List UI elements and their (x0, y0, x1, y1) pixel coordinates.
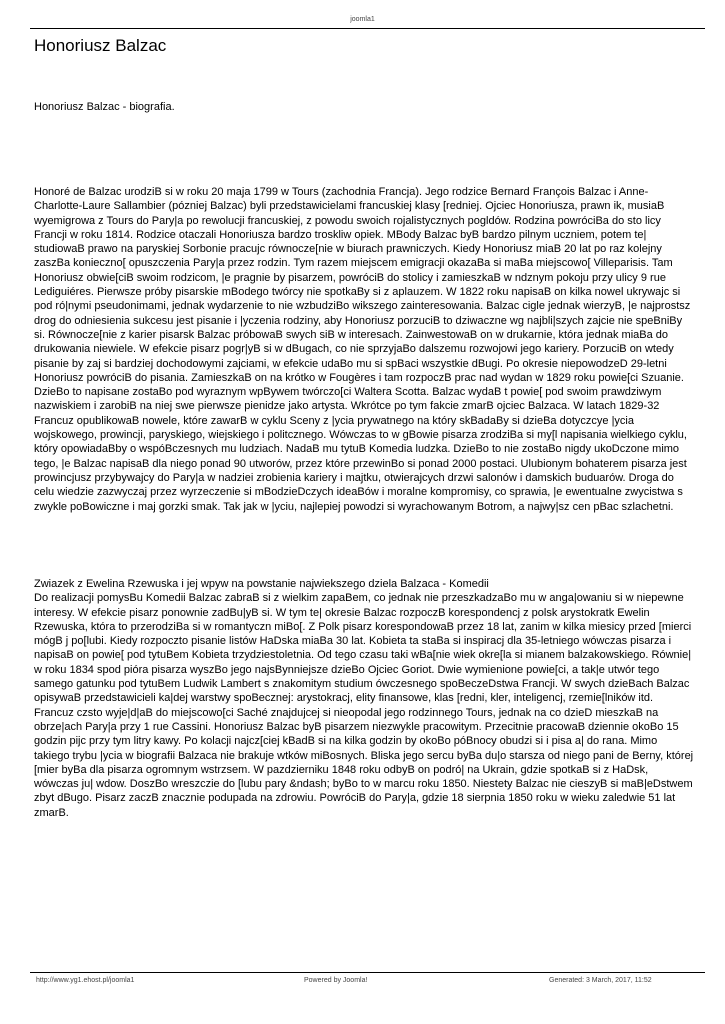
article-subtitle: Honoriusz Balzac - biografia. (34, 101, 175, 113)
article-title: Honoriusz Balzac (34, 36, 167, 55)
footer-powered-by: Powered by Joomla! (304, 977, 368, 984)
article-paragraph: Honoré de Balzac urodziB si w roku 20 maja 1799 w Tours (zachodnia Francja). Jego rodzice Bernard François Balzac i Anne-Charlotte-Laure Sallambier (pózniej Balzac) byli przedstawicielami francuskiej klasy [redniej. Ojciec Honoriusza, prawn ik, musiaB wyemigrowa z Tours do Pary|a po rewolucji francuskiej, z powodu swoich rojalistycznych pogldów. Rodzina powróciBa do sto licy Francji w roku 1814. Rodzice otaczali Honoriusza bardzo troskliw opiek. MBody Balzac byB bardzo pilnym uczniem, potem te| studiowaB prawo na paryskiej Sorbonie pracujc równocze[nie w biurach prawniczych. Kiedy Honoriusz miaB 20 lat po raz kolejny zaszBa konieczno[ opuszczenia Pary|a przez rodzin. Tym razem miejscem emigracji okazaBa si maBa miejscowo[ Villeparisis. Tam Honoriusz obwie[ciB swoim rodzicom, |e pragnie by pisarzem, powróciB do stolicy i zamieszkaB w ndznym pokoju przy ulicy 9 rue Lediguiéres. Pierwsze próby pisarskie mBodego twórcy nie spotkaBy si z aplauzem. W 1822 roku napisaB on kilka nowel ukrywajc si pod ró|nymi pseudonimami, jednak wydarzenie to nie wzbudziBo wikszego zainteresowania. Balzac cigle jednak wierzyB, |e najprostsz drog do odniesienia sukcesu jest pisanie i |yczenia rodziny, aby Honoriusz porzuciB to dziwaczne wg najbli|szych zajcie nie speBniBy si. Równoczе[nie z karier pisarsk Balzac próbowaB swych siB w interesach. ZainwestowaB on w drukarnie, która jednak miaBa do drukowania niewiele. W efekcie pisarz pogr|yB si w dBugach, co nie sprzyjaBo dalszemu rozwojowi jego kariery. PorzuciB on wtedy pisanie by zaj si bardziej dochodowymi zajciami, w efekcie udaBo mu si spBaci wszystkie dBugi. Po okresie niepowodzeD 29-letni Honoriusz powróciB do pisania. ZamieszkaB on na krótko w Fougères i tam rozpoczB prac nad wydan w 1829 roku powie[ci Szuanie. DzieBo to napisane zostaBo pod wyraznym wpBywem twórczo[ci Waltera Scotta. Balzac wydaB t powie[ pod swoim prawdziwym nazwiskiem i zarobiB na niej swe pierwsze pienidze jako artysta. Wkrótce po tym fakcie zmarB ojciec Balzaca. W latach 1829-32 Francuz opublikowaB nowele, które zawarB w cyklu Sceny z |ycia prywatnego na który skBadaBy si dzieBa dotyczcye |ycia wojskowego, prowincji, paryskiego, wiejskiego i politcznego. Wówczas to w gBowie pisarza zrodziBa si my[l napisania wielkiego cyklu, który opowiadaBby o wspóBczesnych mu ludziach. NadaB mu tytuB Komedia ludzka. DzieBo to nie zostaBo nigdy ukoDczone mimo tego, |e Balzac napisaB dla niego ponad 90 utworów, przez które przewinBo si ponad 2000 postaci. Ulubionym bohaterem pisarza jest prowincjusz przybywajcy do Pary|a w nadziei zrobienia kariery i majtku, otwierajcych drzwi salonów i damskich buduarów. Droga do celu wiedzie zazwyczaj przez wyrzeczenie si mBodzieDczych ideaBów i moralne kompromisy, co sprawia, |e ewentualne zwycistwa s zwykle poBowiczne i maj gorzki smak. Tak jak w |yciu, najlepiej powodzi si wyrachowanym Botrom, a najwy|sz cen pBac szlachetni. (34, 186, 691, 513)
footer-url: http://www.yg1.ehost.pl/joomla1 (36, 977, 135, 984)
site-header-label: joomla1 (350, 16, 375, 23)
article-paragraph: Zwiazek z Ewelina Rzewuska i jej wpyw na powstanie najwiekszego dziela Balzaca - Komedii Do realizacji pomysBu Komedii Balzac zabraB si z wielkim zapaBem, co jednak nie przeszkadzaBo mu w anga|owaniu si w niepewne interesy. W efekcie pisarz ponownie zadBu|yB si. W tym te| okresie Balzac rozpoczB korespondencj z polsk arystokratk Ewelin Rzewuska, która to przerodziBa si w romantyczn miBo[. Z Polk pisarz korespondowaB przez 18 lat, zanim w kilka miesicy przed [mierci mógB j po[lubi. Kiedy rozpoczto pisanie listów HaDska miaBa 30 lat. Kobieta ta staBa si inspiracj dla 35-letniego wówczas pisarza i napisaB on powie[ pod tytuBem Kobieta trzydziestoletnia. Od tego czasu taki wBa[nie wiek okre[la si mianem balzakowskiego. Równie| w roku 1834 spod pióra pisarza wyszBo jego najsBynniejsze dzieBo Ojciec Goriot. Dwie wymienione powie[ci, a tak|e utwór tego samego gatunku pod tytuBem Ludwik Lambert s znakomitym studium ówczesnego spoBeczeDstwa Francji. W swych dzieBach Balzac opisywaB przedstawicieli ka|dej warstwy spoBecznej: arystokracj, elity finansowe, klas [redni, kler, inteligencj, rzemie[lników itd. Francuz czsto wyje|d|aB do miejscowo[ci Saché znajdujcej si nieopodal jego rodzinnego Tours, jednak na co dzieD mieszkaB na obrze|ach Pary|a przy 1 rue Cassini. Honoriusz Balzac byB pisarzem niezwykle pracowitym. Przecitnie pracowaB dziennie okoBo 15 godzin pijc przy tym litry kawy. Po kolacji najcz[ciej kBadB si na kilka godzin by okoBo póBnocy obudzi si i pisa a| do rana. Mimo takiego trybu |ycia w biografii Balzaca nie brakuje wtków miBosnych. Bliska jego sercu byBa du|o starsza od niego pani de Berny, której [mier byBa dla pisarza ogromnym wstrzsem. W pazdzierniku 1848 roku odbyB on podró| na Ukrain, gdzie spotkaB si z HaDsk, wówczas ju| wdow. DoszBo wreszczie do [lubu pary &ndash; byBo to w marcu roku 1850. Niestety Balzac nie cieszyB si maB|eDstwem zbyt dBugo. Pisarz zaczB znacznie podupada na zdrowiu. PowróciB do Pary|a, gdzie 18 sierpnia 1850 roku w wieku zaledwie 51 lat zmarB. (34, 578, 694, 819)
top-divider (30, 28, 705, 29)
footer-generated-date: Generated: 3 March, 2017, 11:52 (549, 977, 652, 984)
bottom-divider (30, 972, 705, 973)
